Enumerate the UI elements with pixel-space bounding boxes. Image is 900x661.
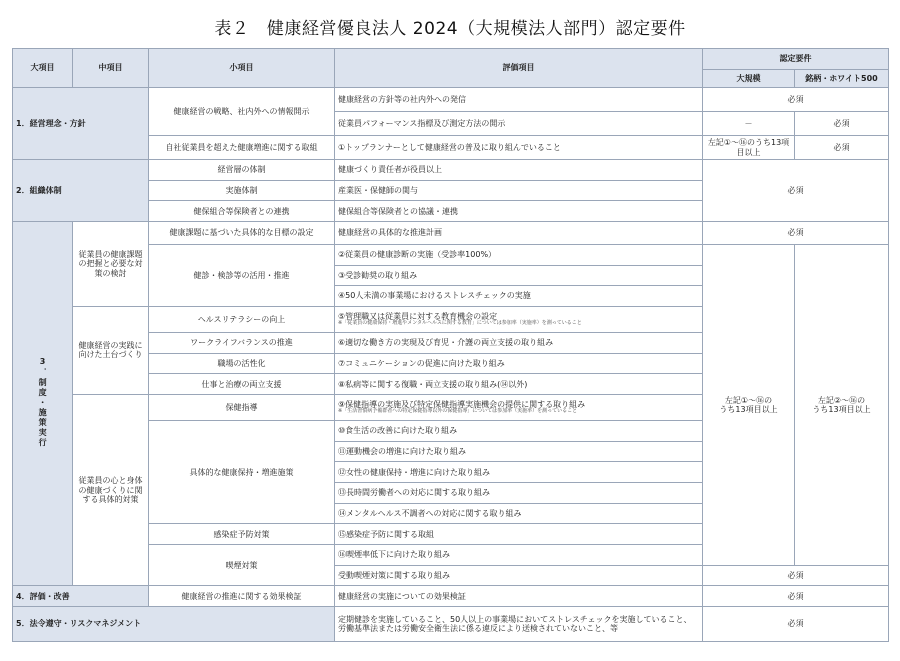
- cat3-eval8: ⑧私病等に関する復職・両立支援の取り組み(⑭以外): [335, 374, 703, 395]
- cat3-small7: 保健指導: [149, 394, 335, 420]
- cat2-eval1: 健康づくり責任者が役員以上: [335, 159, 703, 180]
- cat3-eval13: ⑬長時間労働者への対応に関する取り組み: [335, 483, 703, 504]
- cat3-small10: 喫煙対策: [149, 545, 335, 586]
- cat2-small3: 健保組合等保険者との連携: [149, 201, 335, 222]
- cat3-small4: ワークライフバランスの推進: [149, 332, 335, 353]
- cat2-req: 必須: [703, 159, 889, 221]
- cat5-eval: 定期健診を実施していること、50人以上の事業場においてストレスチェックを実施していること、労働基準法または労働安全衛生法に係る違反により送検されていないこと、等: [335, 607, 703, 642]
- cat3-eval9: [335, 394, 703, 420]
- cat3-req-white: 左記②～⑯の うち13項目以上: [795, 244, 889, 565]
- cat3-req1: 必須: [703, 221, 889, 244]
- cat3-small5: 職場の活性化: [149, 353, 335, 374]
- cat3-eval9-text: ⑨保健指導の実施及び特定保健指導実施機会の提供に関する取り組み: [338, 400, 586, 410]
- cat2-eval3: 健保組合等保険者との協議・連携: [335, 201, 703, 222]
- cat3-eval3: ③受診勧奨の取り組み: [335, 265, 703, 286]
- cat3-eval12: ⑫女性の健康保持・増進に向けた取り組み: [335, 462, 703, 483]
- cat3-eval2: ②従業員の健康診断の実施（受診率100%）: [335, 244, 703, 265]
- cat5-label: 5．法令遵守・リスクマネジメント: [13, 607, 335, 642]
- cat3-eval7: ⑦コミュニケーションの促進に向けた取り組み: [335, 353, 703, 374]
- cat1-req2-large: －: [703, 112, 795, 136]
- header-big: 大項目: [13, 49, 73, 88]
- header-small: 小項目: [149, 49, 335, 88]
- cat3-small3: ヘルスリテラシーの向上: [149, 306, 335, 332]
- cat3-req17: 必須: [703, 565, 889, 586]
- cat1-eval1: 健康経営の方針等の社内外への発信: [335, 88, 703, 112]
- cat2-label: 2．組織体制: [13, 159, 149, 221]
- cat2-small2: 実施体制: [149, 180, 335, 201]
- cat3-mid1: 従業員の健康課題の把握と必要な対策の検討: [73, 221, 149, 306]
- cat3-req-large: 左記①～⑯の うち13項目以上: [703, 244, 795, 565]
- cat3-small9: 感染症予防対策: [149, 524, 335, 545]
- cat4-label: 4．評価・改善: [13, 586, 149, 607]
- cat1-eval3: ①トップランナーとして健康経営の普及に取り組んでいること: [335, 136, 703, 160]
- requirements-table: [12, 48, 889, 642]
- cat3-eval1: 健康経営の具体的な推進計画: [335, 221, 703, 244]
- cat3-eval5-text: ⑤管理職又は従業員に対する教育機会の設定: [338, 311, 498, 321]
- cat1-small1: 健康経営の戦略、社内外への情報開示: [149, 88, 335, 136]
- cat3-eval17: 受動喫煙対策に関する取り組み: [335, 565, 703, 586]
- page-title: 表２ 健康経営優良法人 2024（大規模法人部門）認定要件: [214, 19, 686, 39]
- cat3-eval6: ⑥適切な働き方の実現及び育児・介護の両立支援の取り組み: [335, 332, 703, 353]
- cat3-eval10: ⑩食生活の改善に向けた取り組み: [335, 421, 703, 442]
- cat3-small2: 健診・検診等の活用・推進: [149, 244, 335, 306]
- header-req-white: 銘柄・ホワイト500: [795, 69, 889, 87]
- cat5-req: 必須: [703, 607, 889, 642]
- cat3-eval5: [335, 306, 703, 332]
- cat3-eval5-note: ※「従業員の健康保持・増進やメンタルヘルスに関する教育」については参加率（実施率）を測っていること: [338, 320, 582, 327]
- cat3-small6: 仕事と治療の両立支援: [149, 374, 335, 395]
- cat1-req3-large: 左記①～⑯のうち13項目以上: [703, 136, 795, 160]
- cat3-mid2: 健康経営の実践に向けた土台づくり: [73, 306, 149, 394]
- cat3-eval4: ④50人未満の事業場におけるストレスチェックの実施: [335, 286, 703, 307]
- cat4-req: 必須: [703, 586, 889, 607]
- cat2-small1: 経営層の体制: [149, 159, 335, 180]
- cat4-small: 健康経営の推進に関する効果検証: [149, 586, 335, 607]
- header-req: 認定要件: [703, 49, 889, 70]
- header-eval: 評価項目: [335, 49, 703, 88]
- cat3-label: [13, 221, 73, 585]
- cat3-mid3: 従業員の心と身体の健康づくりに関する具体的対策: [73, 394, 149, 585]
- cat1-req3-white: 必須: [795, 136, 889, 160]
- cat3-eval16: ⑯喫煙率低下に向けた取り組み: [335, 545, 703, 566]
- cat4-eval: 健康経営の実施についての効果検証: [335, 586, 703, 607]
- header-mid: 中項目: [73, 49, 149, 88]
- cat1-eval2: 従業員パフォーマンス指標及び測定方法の開示: [335, 112, 703, 136]
- cat3-small8: 具体的な健康保持・増進施策: [149, 421, 335, 524]
- cat3-eval14: ⑭メンタルヘルス不調者への対応に関する取り組み: [335, 503, 703, 524]
- cat3-eval15: ⑮感染症予防に関する取組: [335, 524, 703, 545]
- cat3-eval11: ⑪運動機会の増進に向けた取り組み: [335, 441, 703, 462]
- cat3-eval9-note: ※「生活習慣病予備群者への特定保健指導以外の保健指導」については参加率（実施率）を測っていること: [338, 408, 578, 415]
- cat1-req2-white: 必須: [795, 112, 889, 136]
- header-req-large: 大規模: [703, 69, 795, 87]
- cat2-eval2: 産業医・保健師の関与: [335, 180, 703, 201]
- cat1-label: 1．経営理念・方針: [13, 88, 149, 160]
- cat3-small1: 健康課題に基づいた具体的な目標の設定: [149, 221, 335, 244]
- cat3-label-text: 3．制度・施策実行: [38, 357, 48, 449]
- cat1-small2: 自社従業員を超えた健康増進に関する取組: [149, 136, 335, 160]
- cat1-req1: 必須: [703, 88, 889, 112]
